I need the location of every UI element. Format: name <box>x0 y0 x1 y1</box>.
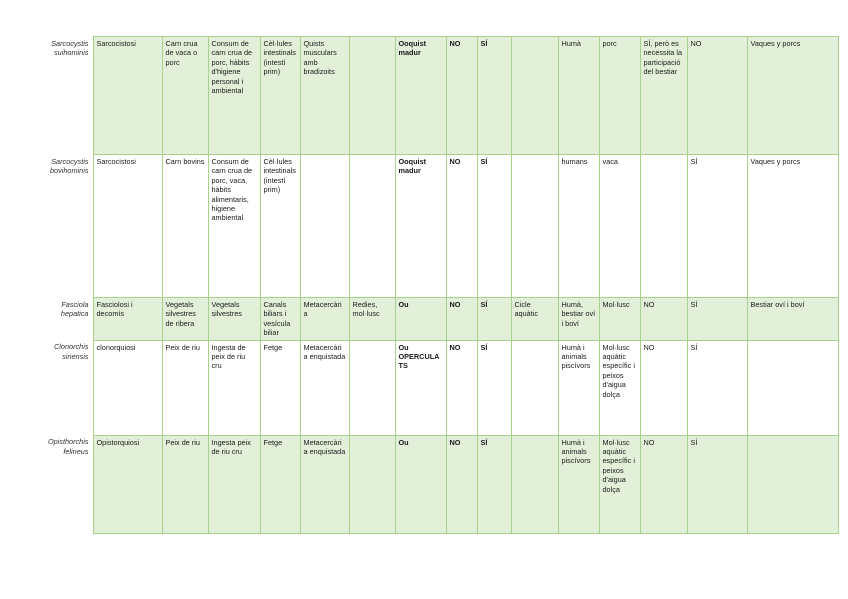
table-cell: humans <box>558 155 599 298</box>
table-cell: NO <box>446 155 477 298</box>
species-name: Sarcocystis suihominis <box>40 37 93 155</box>
species-name: Opisthorchis felineus <box>40 435 93 533</box>
table-body <box>40 37 838 534</box>
table-cell: SÍ <box>687 435 747 533</box>
table-cell: NO <box>687 37 747 155</box>
species-name: Clonorchis sinensis <box>40 340 93 435</box>
species-name: Fasciola hepatica <box>40 298 93 341</box>
table-cell: Mol·lusc <box>599 298 640 341</box>
table-cell: Redies, mol·lusc <box>349 298 395 341</box>
table-cell: Mol·lusc aquàtic específic i peixos d'aigua dolça <box>599 435 640 533</box>
table-cell: Humà <box>558 37 599 155</box>
table-cell <box>300 155 349 298</box>
table-cell: SÍ <box>477 298 511 341</box>
table-cell: NO <box>446 340 477 435</box>
table-cell: Vegetals silvestres <box>208 298 260 341</box>
table-cell: Mol·lusc aquàtic específic i peixos d'aigua dolça <box>599 340 640 435</box>
table-cell <box>511 340 558 435</box>
table-cell: NO <box>446 435 477 533</box>
table-cell: NO <box>640 340 687 435</box>
table-cell: Canals biliars i vesícula biliar <box>260 298 300 341</box>
table-cell <box>747 435 838 533</box>
table-cell: NO <box>446 37 477 155</box>
table-cell <box>349 155 395 298</box>
table-cell: Cicle aquàtic <box>511 298 558 341</box>
table-cell: Carn crua de vaca o porc <box>162 37 208 155</box>
table-cell: Peix de riu <box>162 435 208 533</box>
table-cell: Ou OPERCULATS <box>395 340 446 435</box>
table-cell: SÍ <box>687 340 747 435</box>
table-cell: Quists musculars amb bradizoits <box>300 37 349 155</box>
table-cell: SÍ <box>687 155 747 298</box>
table-cell: Consum de carn crua de porc, vaca, hàbits alimentaris, higiene ambiental <box>208 155 260 298</box>
table-cell <box>511 155 558 298</box>
table-cell <box>640 155 687 298</box>
table-cell: Fasciolosi i decomís <box>93 298 162 341</box>
species-name: Sarcocystis bovihominis <box>40 155 93 298</box>
table-cell: SÍ <box>477 155 511 298</box>
table-cell: Humà i animals piscívors <box>558 340 599 435</box>
table-cell: Metacercària enquistada <box>300 435 349 533</box>
table-cell: vaca <box>599 155 640 298</box>
table-cell: Sarcocistosi <box>93 155 162 298</box>
table-cell: clonorquiosi <box>93 340 162 435</box>
table-cell: NO <box>446 298 477 341</box>
table-cell <box>511 435 558 533</box>
table-cell: SÍ <box>477 435 511 533</box>
table-cell <box>349 340 395 435</box>
table-cell: Cèl·lules intestinals (intestí prim) <box>260 37 300 155</box>
table-cell: Ooquist madur <box>395 155 446 298</box>
table-cell <box>511 37 558 155</box>
table-cell: Metacercària <box>300 298 349 341</box>
table-cell: Fetge <box>260 340 300 435</box>
table-cell: Vaques y porcs <box>747 155 838 298</box>
table-cell: Humà, bestiar oví i boví <box>558 298 599 341</box>
table-cell: Vaques y porcs <box>747 37 838 155</box>
table-cell: Cèl·lules intestinals (intestí prim) <box>260 155 300 298</box>
parasite-table <box>40 36 839 534</box>
table-cell: Vegetals silvestres de ribera <box>162 298 208 341</box>
table-cell: Consum de carn crua de porc, hàbits d'higiene personal i ambiental <box>208 37 260 155</box>
table-cell: porc <box>599 37 640 155</box>
table-row <box>40 298 838 341</box>
table-row <box>40 340 838 435</box>
table-cell: SÍ <box>477 340 511 435</box>
table-cell: Ou <box>395 298 446 341</box>
table-cell: Peix de riu <box>162 340 208 435</box>
table-cell: SÍ <box>687 298 747 341</box>
table-cell: Ou <box>395 435 446 533</box>
table-cell: SÍ, però es necessita la participació del bestiar <box>640 37 687 155</box>
table-cell: NO <box>640 298 687 341</box>
table-cell: Bestiar oví i boví <box>747 298 838 341</box>
table-cell <box>349 435 395 533</box>
table-cell: Fetge <box>260 435 300 533</box>
table-cell: Sarcocistosi <box>93 37 162 155</box>
table-row <box>40 435 838 533</box>
table-cell <box>747 340 838 435</box>
table-cell: Ingesta peix de riu cru <box>208 435 260 533</box>
table-cell: Metacercària enquistada <box>300 340 349 435</box>
table-row <box>40 37 838 155</box>
table-cell: Ingesta de peix de riu cru <box>208 340 260 435</box>
table-row <box>40 155 838 298</box>
table-cell: SÍ <box>477 37 511 155</box>
table-cell <box>349 37 395 155</box>
table-cell: Carn bovins <box>162 155 208 298</box>
table-cell: Opistorquiosi <box>93 435 162 533</box>
table-cell: NO <box>640 435 687 533</box>
table-cell: Ooquist madur <box>395 37 446 155</box>
table-cell: Humà i animals piscívors <box>558 435 599 533</box>
